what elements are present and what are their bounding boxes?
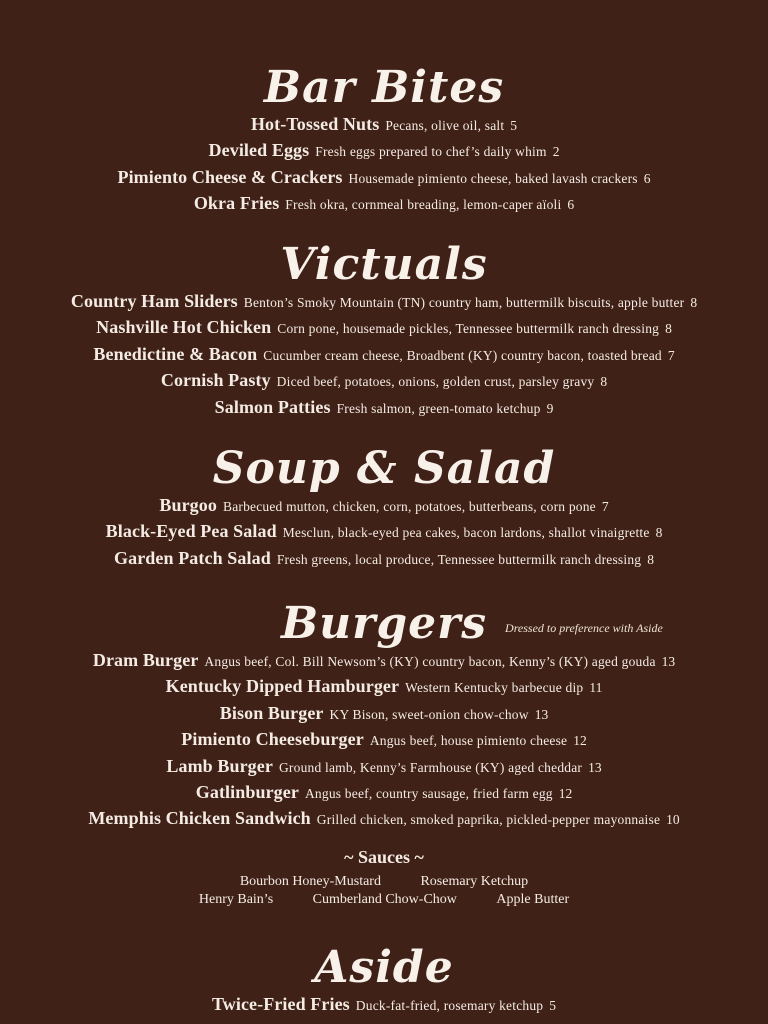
bar-bites-list xyxy=(0,112,768,218)
item-price: 7 xyxy=(601,499,609,514)
menu-item xyxy=(0,395,768,421)
item-name: Black-Eyed Pea Salad xyxy=(105,521,277,542)
item-name: Dram Burger xyxy=(92,650,199,670)
item-price: 13 xyxy=(661,654,676,669)
menu-item xyxy=(0,754,768,780)
item-description: Cucumber cream cheese, Broadbent (KY) country bacon, toasted bread xyxy=(263,347,662,363)
item-price: 8 xyxy=(600,374,608,390)
sauce-item: Henry Bain’s xyxy=(198,892,274,907)
item-description: KY Bison, sweet-onion chow-chow xyxy=(329,706,529,722)
item-description: Angus beef, house pimiento cheese xyxy=(369,733,568,749)
item-description: Angus beef, country sausage, fried farm egg xyxy=(304,786,553,802)
menu-item xyxy=(0,674,768,700)
menu-item xyxy=(0,138,768,164)
item-description: Barbecued mutton, chicken, corn, potatoes, butterbeans, corn pone xyxy=(222,499,596,514)
menu-item xyxy=(0,806,768,832)
section-victuals xyxy=(0,241,768,421)
item-price: 12 xyxy=(573,733,587,749)
item-price: 13 xyxy=(534,706,549,722)
section-bar-bites xyxy=(0,64,768,218)
section-heading-victuals: Victuals xyxy=(280,239,488,290)
menu-item xyxy=(0,289,768,315)
item-price: 8 xyxy=(690,295,698,310)
item-name: Memphis Chicken Sandwich xyxy=(88,808,311,829)
menu-item xyxy=(0,727,768,753)
item-name: Nashville Hot Chicken xyxy=(96,317,272,338)
item-description: Diced beef, potatoes, onions, golden crust, parsley gravy xyxy=(276,374,595,390)
sauce-row xyxy=(0,873,768,891)
item-description: Grilled chicken, smoked paprika, pickled-pepper mayonnaise xyxy=(316,812,661,828)
item-name: Hot-Tossed Nuts xyxy=(250,114,380,134)
item-price: 9 xyxy=(546,400,554,416)
menu-item xyxy=(0,191,768,217)
item-name: Pimiento Cheeseburger xyxy=(181,729,364,750)
section-soup-salad xyxy=(0,445,768,572)
item-name: Bison Burger xyxy=(219,702,324,723)
sauce-item: Cumberland Chow-Chow xyxy=(312,892,457,907)
item-description: Ground lamb, Kenny’s Farmhouse (KY) aged cheddar xyxy=(278,759,583,775)
item-price: 5 xyxy=(549,998,556,1013)
item-name: Cornish Pasty xyxy=(160,370,271,391)
sauce-item: Apple Butter xyxy=(496,892,570,907)
menu-item xyxy=(0,992,768,1018)
burgers-heading-wrap xyxy=(280,598,663,649)
sauce-item: Rosemary Ketchup xyxy=(420,874,529,889)
section-burgers xyxy=(0,600,768,833)
section-sauces xyxy=(0,845,768,909)
item-description: Mesclun, black-eyed pea cakes, bacon lardons, shallot vinaigrette xyxy=(282,525,650,541)
item-price: 6 xyxy=(643,170,651,186)
sauce-item: Bourbon Honey-Mustard xyxy=(239,874,381,889)
menu-item xyxy=(0,493,768,519)
item-name: Kentucky Dipped Hamburger xyxy=(165,676,400,697)
burgers-list xyxy=(0,648,768,833)
item-name: Burgoo xyxy=(159,495,217,515)
item-description: Fresh okra, cornmeal breading, lemon-caper aïoli xyxy=(285,197,562,213)
item-description: Corn pone, housemade pickles, Tennessee buttermilk ranch dressing xyxy=(277,321,660,337)
item-description: Fresh eggs prepared to chef’s daily whim xyxy=(315,144,547,160)
item-name: Garden Patch Salad xyxy=(114,547,271,568)
item-name: Country Ham Sliders xyxy=(70,291,238,311)
item-name: Okra Fries xyxy=(193,193,280,214)
menu-item xyxy=(0,165,768,191)
item-name: Lamb Burger xyxy=(166,755,273,776)
section-aside xyxy=(0,944,768,1018)
item-price: 8 xyxy=(647,551,654,567)
section-heading-aside: Aside xyxy=(314,942,454,993)
menu-item xyxy=(0,701,768,727)
item-price: 7 xyxy=(667,347,675,363)
item-price: 13 xyxy=(588,759,602,775)
section-heading-burgers: Burgers xyxy=(280,598,488,649)
menu-item xyxy=(0,648,768,674)
aside-list xyxy=(0,992,768,1018)
victuals-list xyxy=(0,289,768,421)
item-price: 11 xyxy=(589,680,603,696)
menu-item xyxy=(0,780,768,806)
item-name: Gatlinburger xyxy=(195,782,299,803)
menu-item xyxy=(0,112,768,138)
burgers-note: Dressed to preference with Aside xyxy=(505,621,663,635)
item-description: Western Kentucky barbecue dip xyxy=(405,680,584,696)
menu-item xyxy=(0,519,768,545)
section-heading-soup-salad: Soup & Salad xyxy=(212,443,556,494)
item-price: 2 xyxy=(552,144,560,160)
menu-item xyxy=(0,342,768,368)
item-name: Benedictine & Bacon xyxy=(93,343,258,364)
item-description: Angus beef, Col. Bill Newsom’s (KY) country bacon, Kenny’s (KY) aged gouda xyxy=(204,654,656,669)
menu-item xyxy=(0,546,768,572)
item-price: 8 xyxy=(665,321,672,337)
item-price: 12 xyxy=(558,786,573,802)
item-description: Fresh greens, local produce, Tennessee buttermilk ranch dressing xyxy=(276,551,642,567)
item-description: Housemade pimiento cheese, baked lavash crackers xyxy=(348,170,638,186)
item-name: Twice-Fried Fries xyxy=(211,994,350,1014)
item-description: Pecans, olive oil, salt xyxy=(385,118,505,133)
sauces-title: ~ Sauces ~ xyxy=(344,847,424,867)
section-heading-bar-bites: Bar Bites xyxy=(263,62,505,113)
item-description: Benton’s Smoky Mountain (TN) country ham, buttermilk biscuits, apple butter xyxy=(243,295,685,310)
item-description: Duck-fat-fried, rosemary ketchup xyxy=(355,998,544,1013)
soup-salad-list xyxy=(0,493,768,572)
menu-item xyxy=(0,368,768,394)
item-name: Deviled Eggs xyxy=(208,140,310,161)
item-price: 6 xyxy=(567,197,575,213)
item-price: 8 xyxy=(655,525,663,541)
sauce-row xyxy=(0,891,768,909)
item-name: Pimiento Cheese & Crackers xyxy=(117,166,343,187)
item-price: 10 xyxy=(666,812,680,828)
item-description: Fresh salmon, green-tomato ketchup xyxy=(336,400,541,416)
menu-item xyxy=(0,315,768,341)
item-price: 5 xyxy=(510,118,518,133)
item-name: Salmon Patties xyxy=(214,396,331,417)
